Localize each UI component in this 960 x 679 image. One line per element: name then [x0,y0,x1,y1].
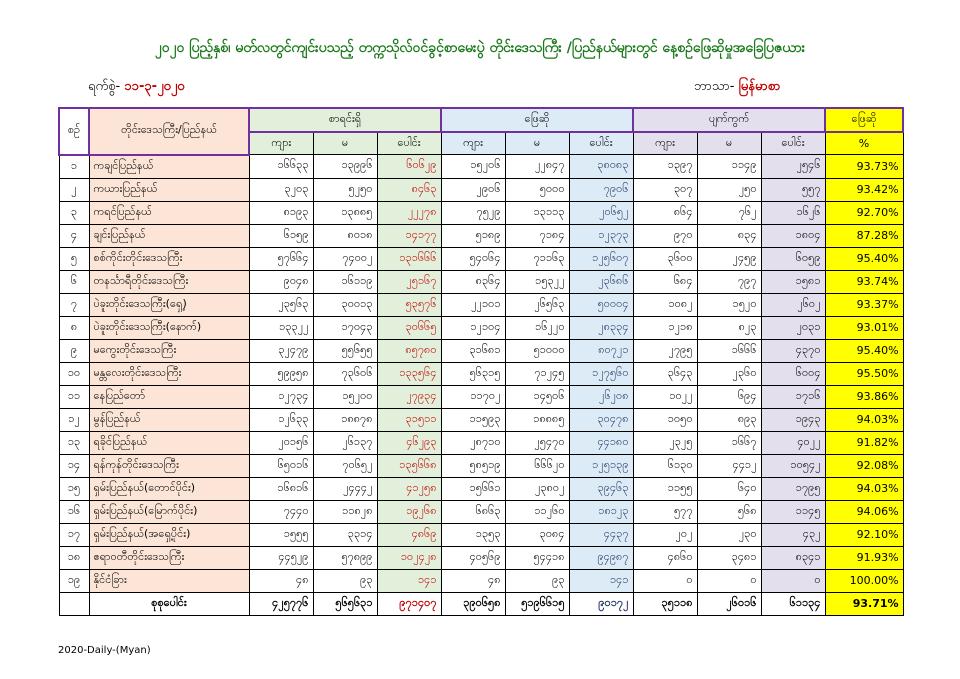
cell-a-f: ၂၅၀ [697,178,761,201]
cell-a-s: ၀ [761,569,825,592]
cell-a-s: ၆၀၅၉ [761,247,825,270]
cell-t-s: ၁၃၁၆၆၆ [377,247,441,270]
cell-p-s: ၃၈၀၈၃ [569,155,633,179]
cell-p-f: ၂၆၅၆၃ [505,293,569,316]
cell-a-s: ၂၆၀၂ [761,293,825,316]
cell-p-m: ၄၀၅၆၉ [441,546,505,569]
header-no: စဉ် [59,108,89,155]
cell-p-f: ၂၂၈၄၇ [505,155,569,179]
header-pass-male: ကျား [441,132,505,155]
cell-t-f: ၅၂၅၀ [313,178,377,201]
cell-p-f: ၇၁၈၄ [505,224,569,247]
cell-t-f: ၃၃၁၄ [313,523,377,546]
cell-name: ပဲခူးတိုင်းဒေသကြီး(ရှေ့) [89,293,249,316]
cell-p-s: ၁၂၅၁၃၉ [569,454,633,477]
cell-p-f: ၇၁၁၆၃ [505,247,569,270]
header-region: တိုင်းဒေသကြီး/ပြည်နယ် [89,108,249,155]
cell-name: ကရင်ပြည်နယ် [89,201,249,224]
table-row [59,362,903,385]
table-row [59,178,903,201]
cell-a-f: ၁၁၄၉ [697,155,761,179]
cell-no: ၈ [59,316,89,339]
cell-p-s: ၂၃၆၈၆ [569,270,633,293]
cell-t-f: ၇၃၆၀၆ [313,362,377,385]
cell-a-m: ၁၀၂၂ [633,385,697,408]
cell-a-m: ၂၀၂ [633,523,697,546]
subject-value: မြန်မာစာ [738,79,781,94]
header-pct-sign: % [825,132,903,155]
cell-t-f: ၂၄၄၄၂ [313,477,377,500]
cell-p-m: ၅၁၈၉ [441,224,505,247]
cell-p-s: ၇၉၀၆ [569,178,633,201]
cell-t-m: ၁၂၆၃၃ [249,408,313,431]
cell-t-s: ၆၀၆၂၉ [377,155,441,179]
header-pass-sum: ပေါင်း [569,132,633,155]
cell-t-m: ၁၆၈၁၆ [249,477,313,500]
cell-p-m: ၁၃၅၃ [441,523,505,546]
cell-p-s: ၃၀၄၇၈ [569,408,633,431]
cell-t-f: ၇၀၆၅၂ [313,454,377,477]
cell-p-m: ၁၁၅၉၃ [441,408,505,431]
cell-no: ၁၁ [59,385,89,408]
table-row [59,431,903,454]
cell-t-s: ၁၃၃၅၆၄ [377,362,441,385]
cell-pct: 92.70% [825,201,903,224]
cell-a-s: ၁၀၅၄၂ [761,454,825,477]
date-line [88,78,184,97]
total-a-sum: ၆၁၁၃၄ [761,592,825,615]
cell-t-f: ၁၇၀၄၃ [313,316,377,339]
cell-p-m: ၂၂၁၀၁ [441,293,505,316]
cell-a-f: ၁၆၆၇ [697,431,761,454]
cell-a-s: ၁၇၉၅ [761,477,825,500]
header-absent-female: မ [697,132,761,155]
cell-pct: 94.03% [825,408,903,431]
cell-a-s: ၁၅၈၁ [761,270,825,293]
cell-name: နိုင်ငံခြား [89,569,249,592]
cell-no: ၅ [59,247,89,270]
header-total-sum: ပေါင်း [377,132,441,155]
cell-name: ကချင်ပြည်နယ် [89,155,249,179]
cell-a-m: ၃၀၇ [633,178,697,201]
cell-t-f: ၁၆၁၁၉ [313,270,377,293]
cell-a-s: ၄၃၂ [761,523,825,546]
cell-a-s: ၆၀၀၄ [761,362,825,385]
cell-t-f: ၁၁၈၂၈ [313,500,377,523]
cell-a-m: ၉၇၀ [633,224,697,247]
cell-name: ရှမ်းပြည်နယ်(အရှေ့ပိုင်း) [89,523,249,546]
header-pct-group: ဖြေဆို [825,108,903,132]
total-t-female: ၅၆၅၆၃၁ [313,592,377,615]
cell-t-s: ၁၄၁ [377,569,441,592]
cell-t-s: ၄၆၂၉၃ [377,431,441,454]
cell-p-m: ၈၃၆၄ [441,270,505,293]
cell-t-s: ၄၈၆၉ [377,523,441,546]
cell-p-m: ၂၈၇၁၀ [441,431,505,454]
cell-t-f: ၁၅၂၀၀ [313,385,377,408]
cell-p-s: ၂၀၆၅၂ [569,201,633,224]
cell-p-f: ၅၀၀၀ [505,178,569,201]
cell-a-m: ၈၆၄ [633,201,697,224]
cell-t-m: ၃၂၄၇၉ [249,339,313,362]
cell-a-f: ၈၃၄ [697,224,761,247]
cell-a-f: ၄၄၁၂ [697,454,761,477]
cell-a-m: ၆၁၃၀ [633,454,697,477]
cell-t-m: ၈၁၉၃ [249,201,313,224]
cell-pct: 93.86% [825,385,903,408]
cell-pct: 91.93% [825,546,903,569]
table-row [59,201,903,224]
cell-name: တနင်္သာရီတိုင်းဒေသကြီး [89,270,249,293]
cell-t-m: ၂၃၅၆၃ [249,293,313,316]
total-p-female: ၅၁၉၆၆၁၅ [505,592,569,615]
table-row [59,247,903,270]
cell-no: ၁၂ [59,408,89,431]
cell-p-m: ၁၁၇၀၂ [441,385,505,408]
cell-a-m: ၃၆၀၀ [633,247,697,270]
cell-no: ၁၈ [59,546,89,569]
cell-p-s: ၁၄၁ [569,569,633,592]
exam-attendance-table [58,107,904,616]
cell-p-f: ၁၅၃၂၂ [505,270,569,293]
table-row [59,316,903,339]
cell-p-s: ၉၄၉၈၇ [569,546,633,569]
table-row [59,500,903,523]
cell-p-f: ၂၅၄၇၀ [505,431,569,454]
table-row [59,523,903,546]
cell-t-m: ၂၀၁၅၆ [249,431,313,454]
cell-pct: 93.42% [825,178,903,201]
total-t-sum: ၉၇၁၄၀၇ [377,592,441,615]
cell-name: ရှမ်းပြည်နယ်(မြောက်ပိုင်း) [89,500,249,523]
cell-p-m: ၃၁၆၈၁ [441,339,505,362]
cell-no: ၉ [59,339,89,362]
cell-a-s: ၂၀၃၁ [761,316,825,339]
cell-name: မကွေးတိုင်းဒေသကြီး [89,339,249,362]
table-row [59,408,903,431]
cell-a-s: ၁၈၀၄ [761,224,825,247]
cell-t-m: ၁၂၇၃၄ [249,385,313,408]
cell-a-f: ၇၉၇ [697,270,761,293]
cell-p-m: ၆၈၆၃ [441,500,505,523]
cell-p-m: ၂၉၀၆ [441,178,505,201]
cell-name: ပဲခူးတိုင်းဒေသကြီး(နောက်) [89,316,249,339]
cell-a-f: ၈၉၃ [697,408,761,431]
cell-p-s: ၁၂၇၅၆၀ [569,362,633,385]
table-row [59,155,903,179]
date-label: ရက်စွဲ- [88,79,121,94]
header-absent-sum: ပေါင်း [761,132,825,155]
page-title: ၂၀၂၀ ပြည့်နှစ်၊ မတ်လတွင်ကျင်းပသည့် တက္ကသိုလ်ဝင်ခွင့်စာမေးပွဲ တိုင်းဒေသကြီး /ပြည်နယ်များတွင် နေ့စဉ်ဖြေဆိုမှုအခြေပြဇယား [154,40,806,56]
cell-pct: 93.73% [825,155,903,179]
cell-t-s: ၁၄၁၇၇ [377,224,441,247]
cell-a-s: ၂၅၄၆ [761,155,825,179]
cell-pct: 95.40% [825,247,903,270]
cell-t-m: ၄၄၅၂၉ [249,546,313,569]
cell-a-s: ၄၀၂၂ [761,431,825,454]
table-row [59,546,903,569]
table-row [59,224,903,247]
table-row [59,293,903,316]
total-p-male: ၃၉၀၆၅၈ [441,592,505,615]
cell-a-f: ၅၆၈ [697,500,761,523]
cell-p-f: ၆၆၆၂၀ [505,454,569,477]
cell-name: စစ်ကိုင်းတိုင်းဒေသကြီး [89,247,249,270]
cell-a-m: ၀ [633,569,697,592]
header-absent-male: ကျား [633,132,697,155]
cell-p-m: ၁၅၆၆၁ [441,477,505,500]
header-total-female: မ [313,132,377,155]
cell-name: ရခိုင်ပြည်နယ် [89,431,249,454]
cell-no: ၁ [59,155,89,179]
header-pass-female: မ [505,132,569,155]
total-t-male: ၄၂၅၇၇၆ [249,592,313,615]
cell-t-s: ၄၁၂၅၈ [377,477,441,500]
cell-pct: 95.40% [825,339,903,362]
cell-p-f: ၁၆၂၂၀ [505,316,569,339]
cell-a-m: ၁၁၅၅ [633,477,697,500]
cell-pct: 93.01% [825,316,903,339]
cell-p-m: ၅၄၀၆၄ [441,247,505,270]
cell-a-s: ၁၆၂၆ [761,201,825,224]
cell-a-m: ၁၂၁၈ [633,316,697,339]
cell-p-m: ၅၆၃၁၅ [441,362,505,385]
cell-p-s: ၁၂၅၆၀၇ [569,247,633,270]
table-row [59,569,903,592]
cell-p-m: ၇၅၂၉ [441,201,505,224]
cell-p-s: ၃၉၄၆၃ [569,477,633,500]
cell-no: ၂ [59,178,89,201]
cell-p-f: ၇၁၂၄၅ [505,362,569,385]
cell-t-f: ၁၈၈၇၈ [313,408,377,431]
cell-t-f: ၃၀၀၁၃ [313,293,377,316]
cell-no: ၁၄ [59,454,89,477]
cell-t-m: ၆၅၀၁၆ [249,454,313,477]
cell-a-f: ၂၄၅၉ [697,247,761,270]
cell-t-s: ၂၂၂၇၈ [377,201,441,224]
total-a-male: ၃၅၁၁၈ [633,592,697,615]
cell-a-f: ၂၃၀ [697,523,761,546]
cell-pct: 93.37% [825,293,903,316]
cell-a-s: ၁၉၄၃ [761,408,825,431]
cell-t-f: ၅၅၆၅၅ [313,339,377,362]
cell-t-s: ၈၄၆၃ [377,178,441,201]
cell-no: ၁၃ [59,431,89,454]
cell-p-s: ၅၀၀၀၄ [569,293,633,316]
cell-a-m: ၁၃၉၇ [633,155,697,179]
cell-t-s: ၁၉၂၆၈ [377,500,441,523]
cell-p-f: ၂၃၈၀၂ [505,477,569,500]
cell-no: ၄ [59,224,89,247]
cell-a-f: ၂၃၆၀ [697,362,761,385]
cell-a-m: ၂၃၂၅ [633,431,697,454]
cell-a-m: ၆၈၄ [633,270,697,293]
cell-pct: 95.50% [825,362,903,385]
cell-a-m: ၄၈၆၀ [633,546,697,569]
header-total-male: ကျား [249,132,313,155]
cell-p-f: ၅၁၀၀၀ [505,339,569,362]
cell-p-s: ၈၀၇၂၁ [569,339,633,362]
cell-name: ရန်ကုန်တိုင်းဒေသကြီး [89,454,249,477]
cell-p-s: ၄၄၁၈၀ [569,431,633,454]
cell-p-f: ၁၄၅၀၆ [505,385,569,408]
cell-t-m: ၉၀၄၈ [249,270,313,293]
cell-p-f: ၁၁၂၆၀ [505,500,569,523]
header-absent-group: ပျက်ကွက် [633,108,825,132]
cell-t-s: ၁၃၅၆၆၈ [377,454,441,477]
cell-a-f: ၀ [697,569,761,592]
cell-t-f: ၉၃ [313,569,377,592]
cell-pct: 94.06% [825,500,903,523]
cell-t-m: ၅၉၉၅၈ [249,362,313,385]
cell-p-m: ၅၈၅၁၉ [441,454,505,477]
cell-p-m: ၁၂၁၀၄ [441,316,505,339]
table-row [59,385,903,408]
cell-a-s: ၄၃၇၀ [761,339,825,362]
cell-no: ၁၆ [59,500,89,523]
table-row [59,454,903,477]
cell-name: ဧရာဝတီတိုင်းဒေသကြီး [89,546,249,569]
cell-t-f: ၇၄၀၀၂ [313,247,377,270]
cell-pct: 91.82% [825,431,903,454]
cell-p-m: ၁၅၂၀၆ [441,155,505,179]
cell-name: မန္တလေးတိုင်းဒေသကြီး [89,362,249,385]
cell-pct: 87.28% [825,224,903,247]
cell-t-m: ၅၇၆၆၄ [249,247,313,270]
cell-p-f: ၁၈၈၈၅ [505,408,569,431]
subject-label: ဘာသာ- [694,79,735,94]
cell-p-f: ၃၀၈၄ [505,523,569,546]
cell-no: ၆ [59,270,89,293]
cell-p-m: ၄၈ [441,569,505,592]
footer-note: 2020-Daily-(Myan) [58,645,151,656]
cell-a-m: ၅၇၇ [633,500,697,523]
cell-p-s: ၂၈၃၃၄ [569,316,633,339]
cell-no: ၇ [59,293,89,316]
cell-pct: 92.08% [825,454,903,477]
table-row [59,270,903,293]
cell-t-s: ၃၀၆၆၅ [377,316,441,339]
cell-pct: 93.74% [825,270,903,293]
cell-a-f: ၈၂၃ [697,316,761,339]
cell-name: ကယားပြည်နယ် [89,178,249,201]
cell-p-f: ၅၄၄၁၈ [505,546,569,569]
cell-a-f: ၃၄၈၁ [697,546,761,569]
cell-t-m: ၁၆၆၃၃ [249,155,313,179]
cell-a-s: ၁၇၁၆ [761,385,825,408]
cell-t-m: ၁၃၃၂၂ [249,316,313,339]
cell-t-f: ၈၀၁၈ [313,224,377,247]
cell-no: ၃ [59,201,89,224]
cell-t-m: ၃၂၀၃ [249,178,313,201]
total-pct: 93.71% [825,592,903,615]
cell-t-f: ၁၃၈၈၅ [313,201,377,224]
header-total-group: စာရင်းရှိ [249,108,441,132]
cell-t-m: ၆၁၅၉ [249,224,313,247]
cell-p-s: ၂၆၂၀၈ [569,385,633,408]
subject-line [694,78,780,97]
cell-a-f: ၇၆၂ [697,201,761,224]
cell-pct: 92.10% [825,523,903,546]
cell-p-s: ၁၈၁၂၃ [569,500,633,523]
cell-name: မွန်ပြည်နယ် [89,408,249,431]
cell-a-s: ၅၅၇ [761,178,825,201]
cell-name: နေပြည်တော် [89,385,249,408]
cell-p-f: ၉၃ [505,569,569,592]
cell-t-m: ၇၄၄၀ [249,500,313,523]
cell-t-f: ၂၆၁၃၇ [313,431,377,454]
total-a-female: ၂၆၀၁၆ [697,592,761,615]
cell-no: ၁၇ [59,523,89,546]
cell-t-s: ၁၀၂၄၂၈ [377,546,441,569]
cell-name: ရှမ်းပြည်နယ်(တောင်ပိုင်း) [89,477,249,500]
cell-no: ၁၉ [59,569,89,592]
cell-t-m: ၄၈ [249,569,313,592]
cell-t-s: ၃၁၅၁၁ [377,408,441,431]
cell-a-f: ၁၅၂၀ [697,293,761,316]
cell-a-f: ၁၆၆၆ [697,339,761,362]
cell-p-s: ၄၄၃၇ [569,523,633,546]
cell-no: ၁၅ [59,477,89,500]
cell-t-m: ၁၅၅၅ [249,523,313,546]
header-pass-group: ဖြေဆို [441,108,633,132]
cell-name: ချင်းပြည်နယ် [89,224,249,247]
cell-t-s: ၂၅၁၆၇ [377,270,441,293]
cell-a-s: ၈၃၄၁ [761,546,825,569]
cell-pct: 94.03% [825,477,903,500]
cell-a-m: ၂၇၉၅ [633,339,697,362]
total-row [59,592,903,615]
cell-a-f: ၆၄၀ [697,477,761,500]
date-value: ၁၁-၃-၂၀၂၀ [124,79,185,94]
total-p-sum: ၉၀၁၇၂ [569,592,633,615]
cell-no: ၁၀ [59,362,89,385]
cell-a-s: ၁၁၄၅ [761,500,825,523]
cell-pct: 100.00% [825,569,903,592]
cell-t-s: ၈၅၇၈၀ [377,339,441,362]
cell-t-s: ၂၇၉၃၄ [377,385,441,408]
cell-a-m: ၃၆၄၃ [633,362,697,385]
cell-t-f: ၁၃၉၉၆ [313,155,377,179]
cell-t-s: ၅၃၅၇၆ [377,293,441,316]
cell-p-s: ၁၂၃၇၃ [569,224,633,247]
total-label: စုစုပေါင်း [89,592,249,615]
table-row [59,339,903,362]
cell-a-f: ၆၉၄ [697,385,761,408]
cell-t-f: ၅၇၈၉၉ [313,546,377,569]
cell-p-f: ၁၃၁၁၃ [505,201,569,224]
table-row [59,477,903,500]
cell-a-m: ၁၀၈၂ [633,293,697,316]
cell-a-m: ၁၀၅၀ [633,408,697,431]
